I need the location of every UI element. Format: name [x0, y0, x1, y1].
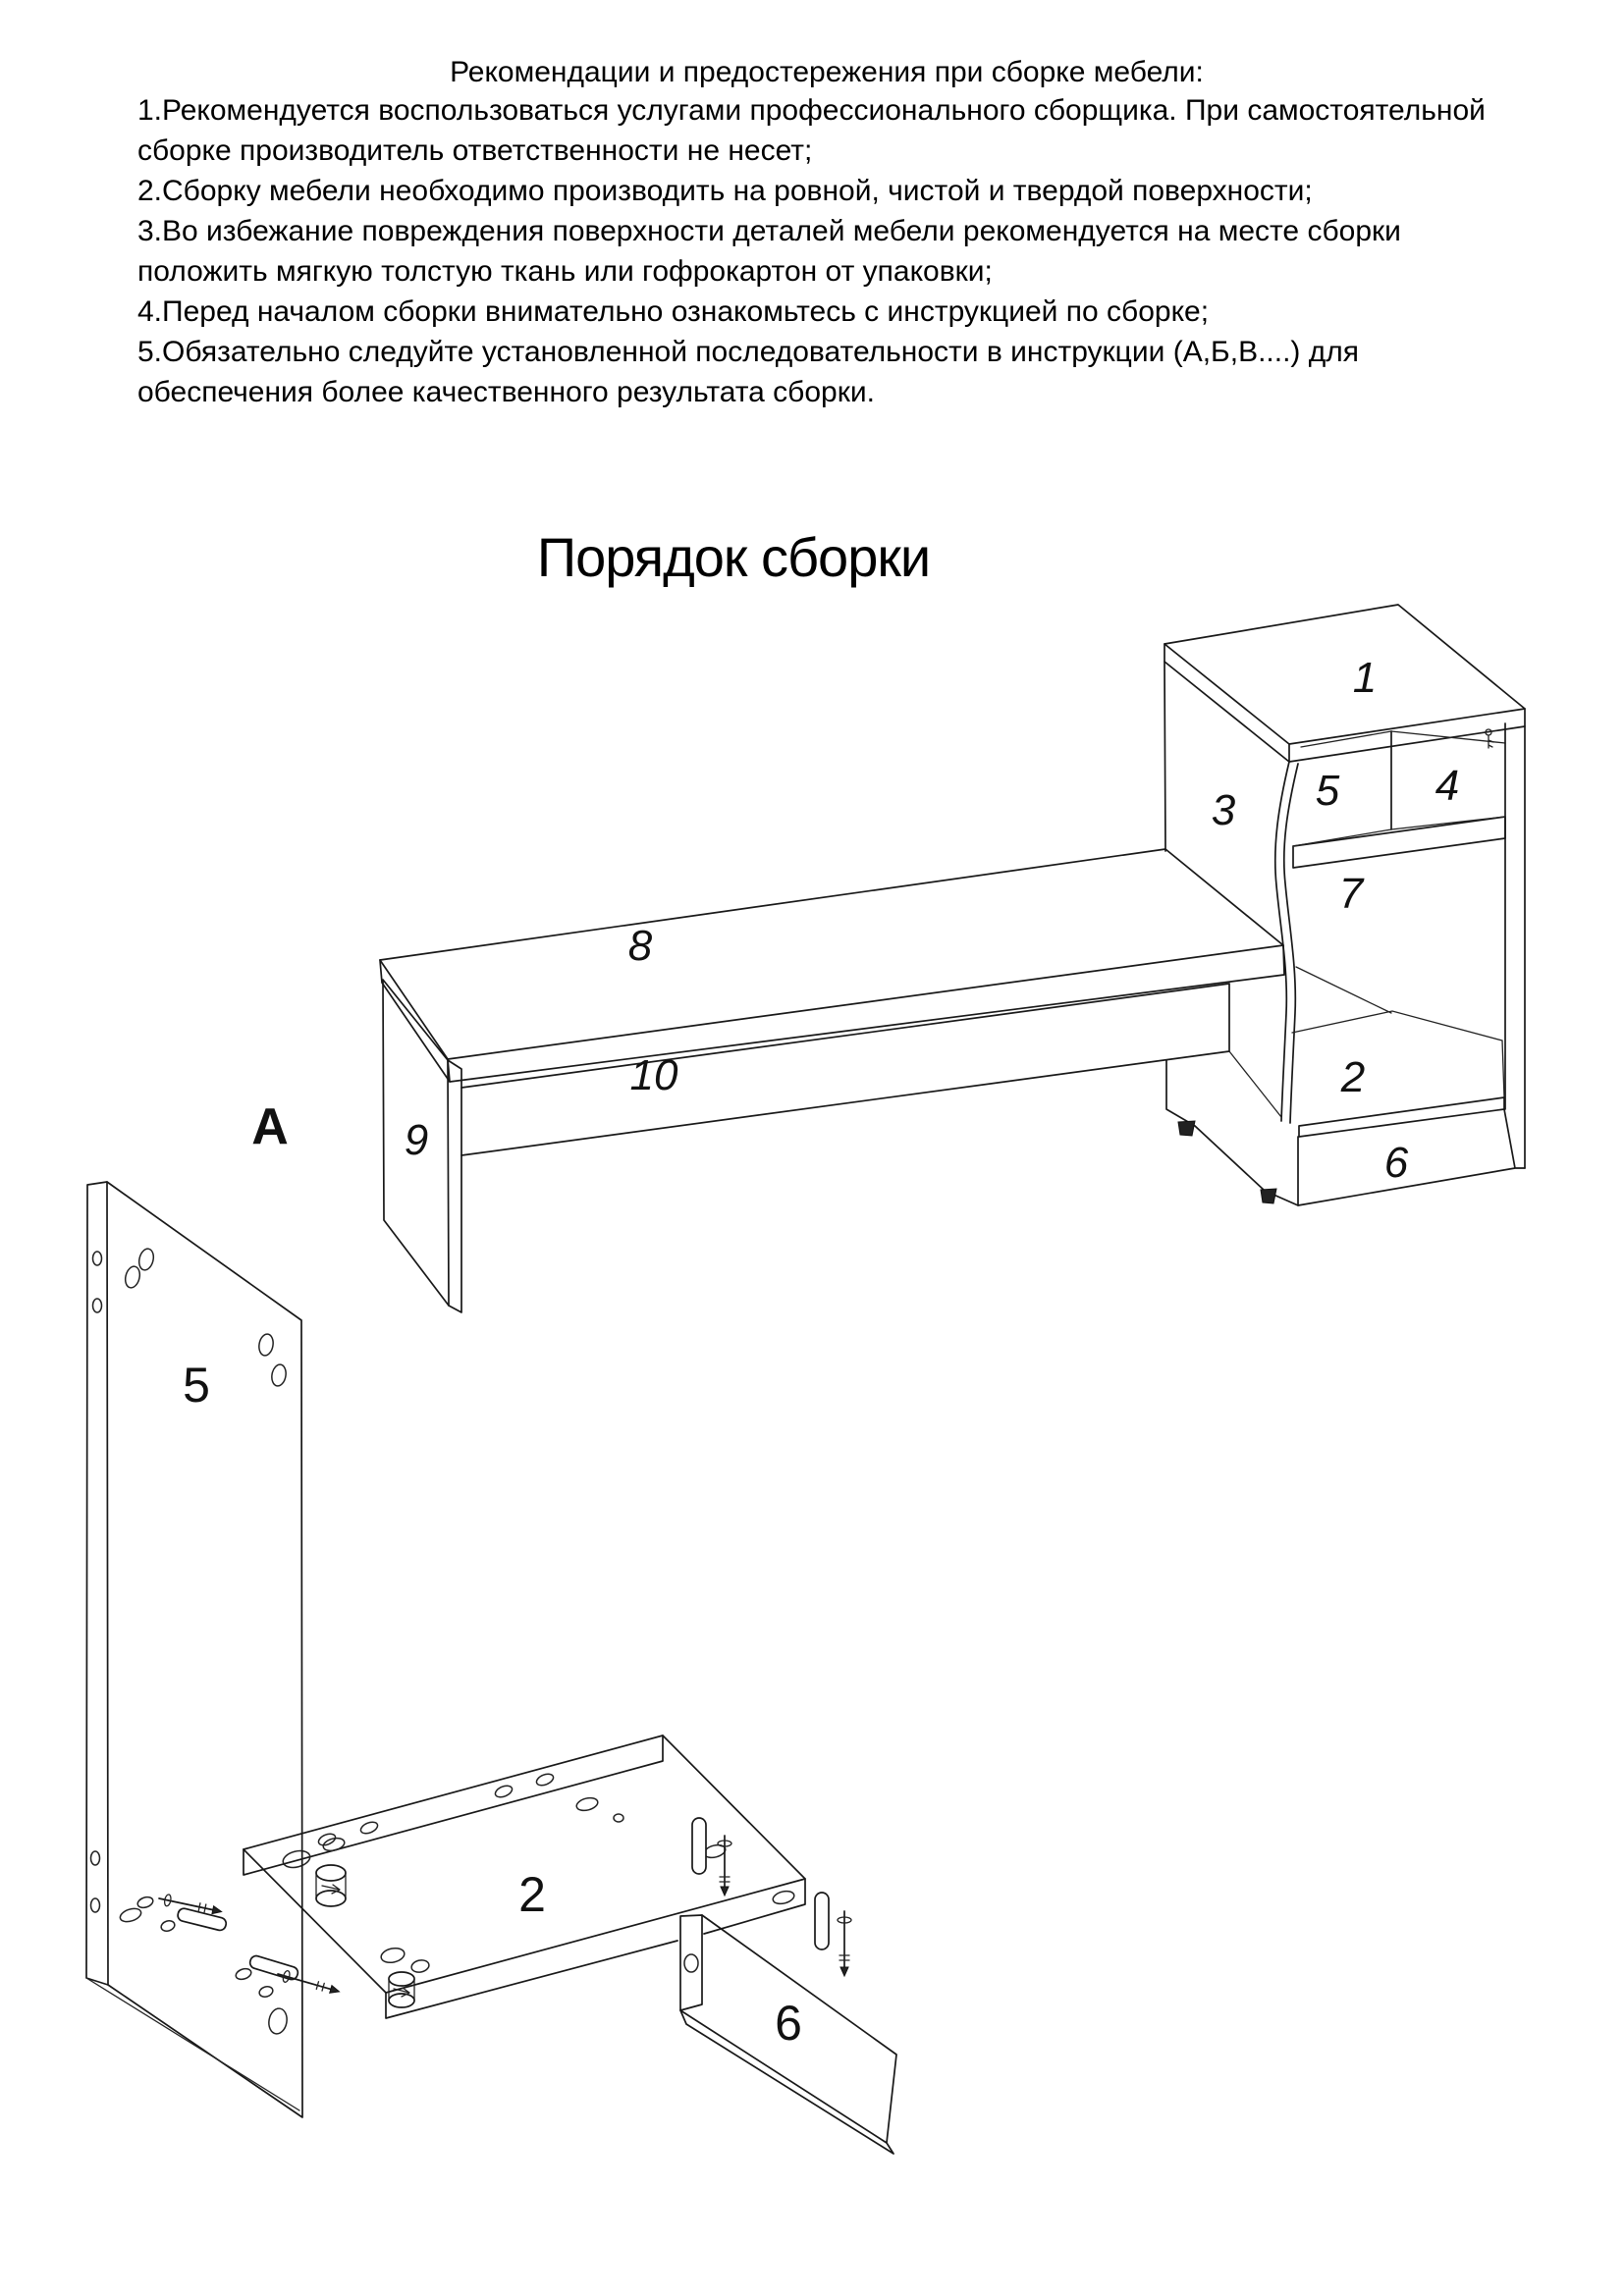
part-label-5: 5	[1315, 767, 1340, 815]
part-label-2-exploded: 2	[518, 1867, 546, 1922]
dowel-icon	[692, 1818, 706, 1874]
cam-lock-icon	[316, 1865, 346, 1906]
recommendation-line: 4.Перед началом сборки внимательно ознакомьтесь с инструкцией по сборке;	[137, 295, 1210, 328]
bench-top-panel	[380, 849, 1283, 1059]
shelf-2-front	[1299, 1097, 1504, 1137]
assembly-order-title: Порядок сборки	[536, 526, 931, 588]
part-label-3: 3	[1211, 786, 1236, 834]
part-label-10: 10	[629, 1051, 678, 1099]
step-letter: А	[251, 1098, 289, 1155]
recommendation-line: положить мягкую толстую ткань или гофрокартон от упаковки;	[137, 255, 993, 288]
part-label-6: 6	[1383, 1139, 1409, 1187]
bench-apron-panel	[461, 984, 1229, 1155]
recommendation-line: обеспечения более качественного результата сборки.	[137, 376, 875, 408]
exploded-panel-6	[680, 1915, 896, 2154]
exploded-panel-5	[86, 1182, 302, 2117]
lower-compartment-wall-edge	[1296, 967, 1391, 1013]
wavy-partition-edge-2	[1284, 764, 1298, 1123]
tower-left-edge	[1164, 662, 1165, 851]
cam-bolt-icon	[838, 1911, 851, 1976]
bench-top-left-edge	[380, 960, 450, 1082]
cam-lock-icon	[380, 1947, 430, 2007]
part-label-6-exploded: 6	[775, 1996, 802, 2051]
foot-glide	[1178, 1121, 1195, 1136]
shelf-7-front	[1293, 817, 1505, 868]
recommendation-line: сборке производитель ответственности не несет;	[137, 134, 813, 167]
dowel-icon	[248, 1954, 299, 1981]
shelf-2-back	[1292, 1011, 1504, 1097]
recommendations-heading: Рекомендации и предостережения при сборке мебели:	[450, 56, 1204, 88]
tower-top-thickness-left	[1164, 644, 1289, 762]
tower-plinth	[1298, 1109, 1525, 1205]
part-label-2: 2	[1340, 1053, 1366, 1101]
recommendation-line: 2.Сборку мебели необходимо производить на ровной, чистой и твердой поверхности;	[137, 175, 1313, 207]
part-label-7: 7	[1338, 870, 1364, 918]
junction-line	[1229, 1051, 1281, 1117]
part-label-1: 1	[1352, 654, 1378, 702]
dowel-icon	[815, 1893, 829, 1949]
part-label-8: 8	[627, 922, 653, 970]
part-label-5-exploded: 5	[183, 1358, 210, 1413]
interior-ceiling-left	[1301, 731, 1391, 747]
recommendation-line: 3.Во избежание повреждения поверхности деталей мебели рекомендуется на месте сборки	[137, 215, 1401, 247]
bench-leg-front-edge	[448, 1060, 461, 1312]
exploded-step-drawing	[86, 1098, 896, 2154]
recommendation-line: 5.Обязательно следуйте установленной последовательности в инструкции (А,Б,В....) для	[137, 336, 1360, 368]
assembled-unit-drawing	[380, 605, 1525, 1312]
tower-top-panel	[1164, 605, 1525, 744]
part-label-4: 4	[1435, 762, 1460, 810]
foot-glide	[1261, 1189, 1276, 1203]
part-label-9: 9	[404, 1116, 429, 1164]
recommendation-line: 1.Рекомендуется воспользоваться услугами профессионального сборщика. При самостоятельной	[137, 94, 1486, 127]
